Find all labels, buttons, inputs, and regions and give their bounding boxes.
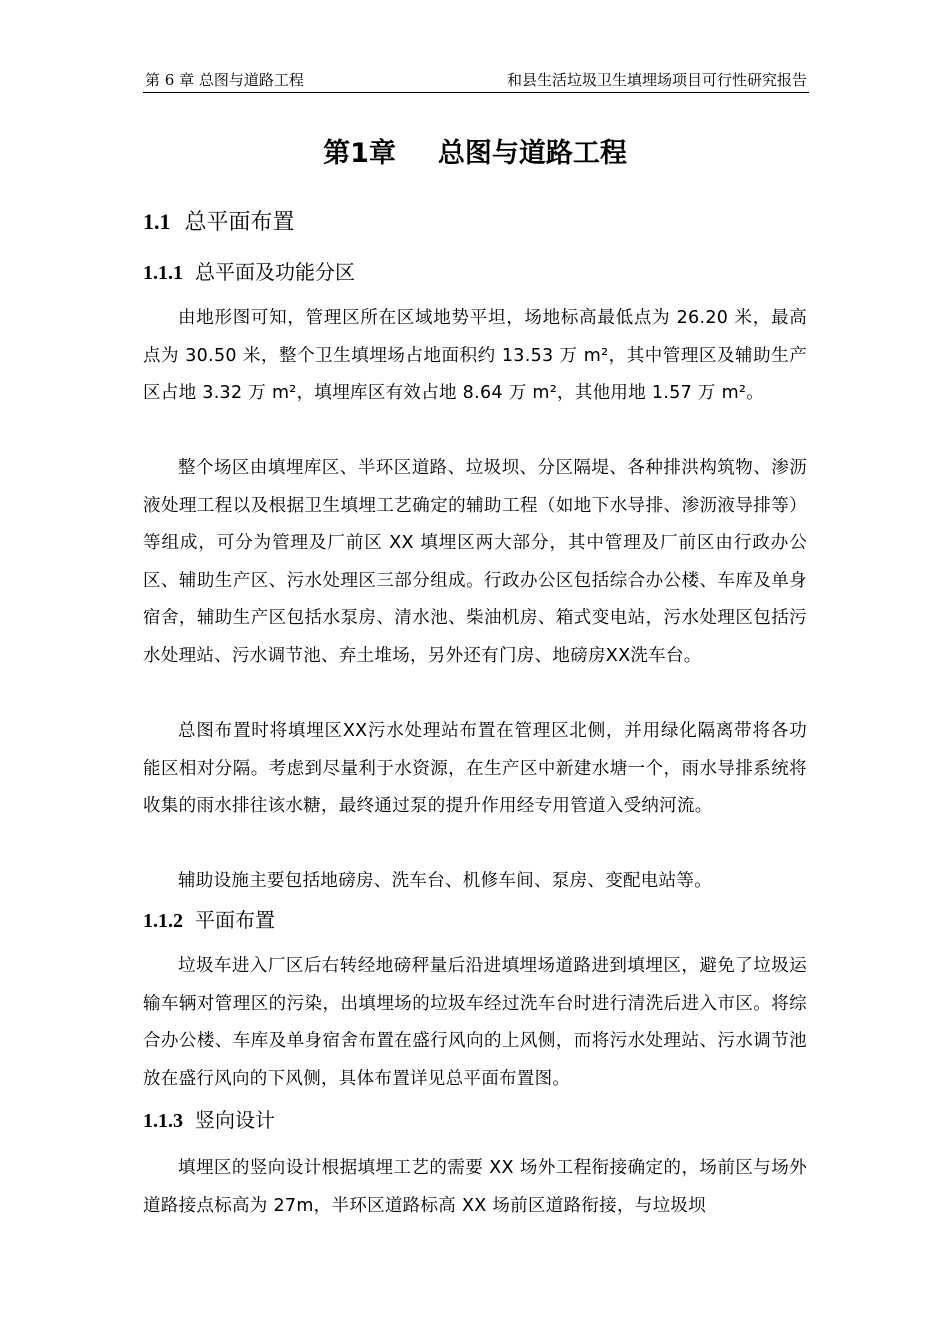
section-number: 1.1 [143, 209, 171, 234]
chapter-number: 第1章 [323, 138, 396, 169]
section-title: 竖向设计 [195, 1108, 275, 1132]
chapter-title [0, 134, 950, 174]
paragraph-site-area: 由地形图可知，管理区所在区域地势平坦，场地标高最低点为 26.20 米，最高点为 30.50 米，整个卫生填埋场占地面积约 13.53 万 m²，其中管理区及辅助生产区占地 3.32 万 m²，填埋库区有效占地 8.64 万 m²，其他用地 1.57 万 m²。 [143, 308, 807, 404]
section-heading-1-1 [143, 204, 295, 241]
section-title: 平面布置 [195, 908, 275, 932]
section-title: 总平面及功能分区 [195, 260, 355, 284]
header-report-title: 和县生活垃圾卫生填埋场项目可行性研究报告 [506, 71, 807, 89]
paragraph-plan-layout: 垃圾车进入厂区后右转经地磅秤量后沿进填埋场道路进到填埋区，避免了垃圾运输车辆对管理区的污染，出填埋场的垃圾车经过洗车台时进行清洗后进入市区。将综合办公楼、车库及单身宿舍布置在盛行风向的上风侧，而将污水处理站、污水调节池放在盛行风向的下风侧，具体布置详见总平面布置图。 [143, 956, 807, 1089]
section-title: 总平面布置 [184, 210, 295, 235]
paragraph-functional-zones: 整个场区由填埋库区、半环区道路、垃圾坝、分区隔堤、各种排洪构筑物、渗沥液处理工程以及根据卫生填埋工艺确定的辅助工程（如地下水导排、渗沥液导排等）等组成，可分为管理及厂前区 XX 填埋区两大部分，其中管理及厂前区由行政办公区、辅助生产区、污水处理区三部分组成。行政办公区包括综合办公楼、车库及单身宿舍，辅助生产区包括水泵房、清水池、柴油机房、箱式变电站，污水处理区包括污水处理站、污水调节池、弃土堆场，另外还有门房、地磅房XX洗车台。 [143, 458, 807, 666]
section-number: 1.1.1 [143, 262, 183, 284]
section-heading-1-1-2 [143, 904, 275, 937]
chapter-name: 总图与道路工程 [437, 138, 627, 169]
header-chapter-label: 第 6 章 总图与道路工程 [145, 71, 304, 89]
section-number: 1.1.3 [143, 1110, 183, 1132]
section-heading-1-1-1 [143, 256, 355, 289]
paragraph-vertical-design: 填埋区的竖向设计根据填埋工艺的需要 XX 场外工程衔接确定的，场前区与场外道路接点标高为 27m，半环区道路标高 XX 场前区道路衔接，与垃圾坝 [143, 1158, 807, 1216]
section-number: 1.1.2 [143, 910, 183, 932]
page-header [143, 64, 809, 93]
paragraph-layout-north: 总图布置时将填埋区XX污水处理站布置在管理区北侧，并用绿化隔离带将各功能区相对分隔。考虑到尽量利于水资源，在生产区中新建水塘一个，雨水导排系统将收集的雨水排往该水糖，最终通过泵的提升作用经专用管道入受纳河流。 [143, 721, 807, 817]
paragraph-auxiliary: 辅助设施主要包括地磅房、洗车台、机修车间、泵房、变配电站等。 [178, 871, 712, 891]
section-heading-1-1-3 [143, 1104, 275, 1137]
